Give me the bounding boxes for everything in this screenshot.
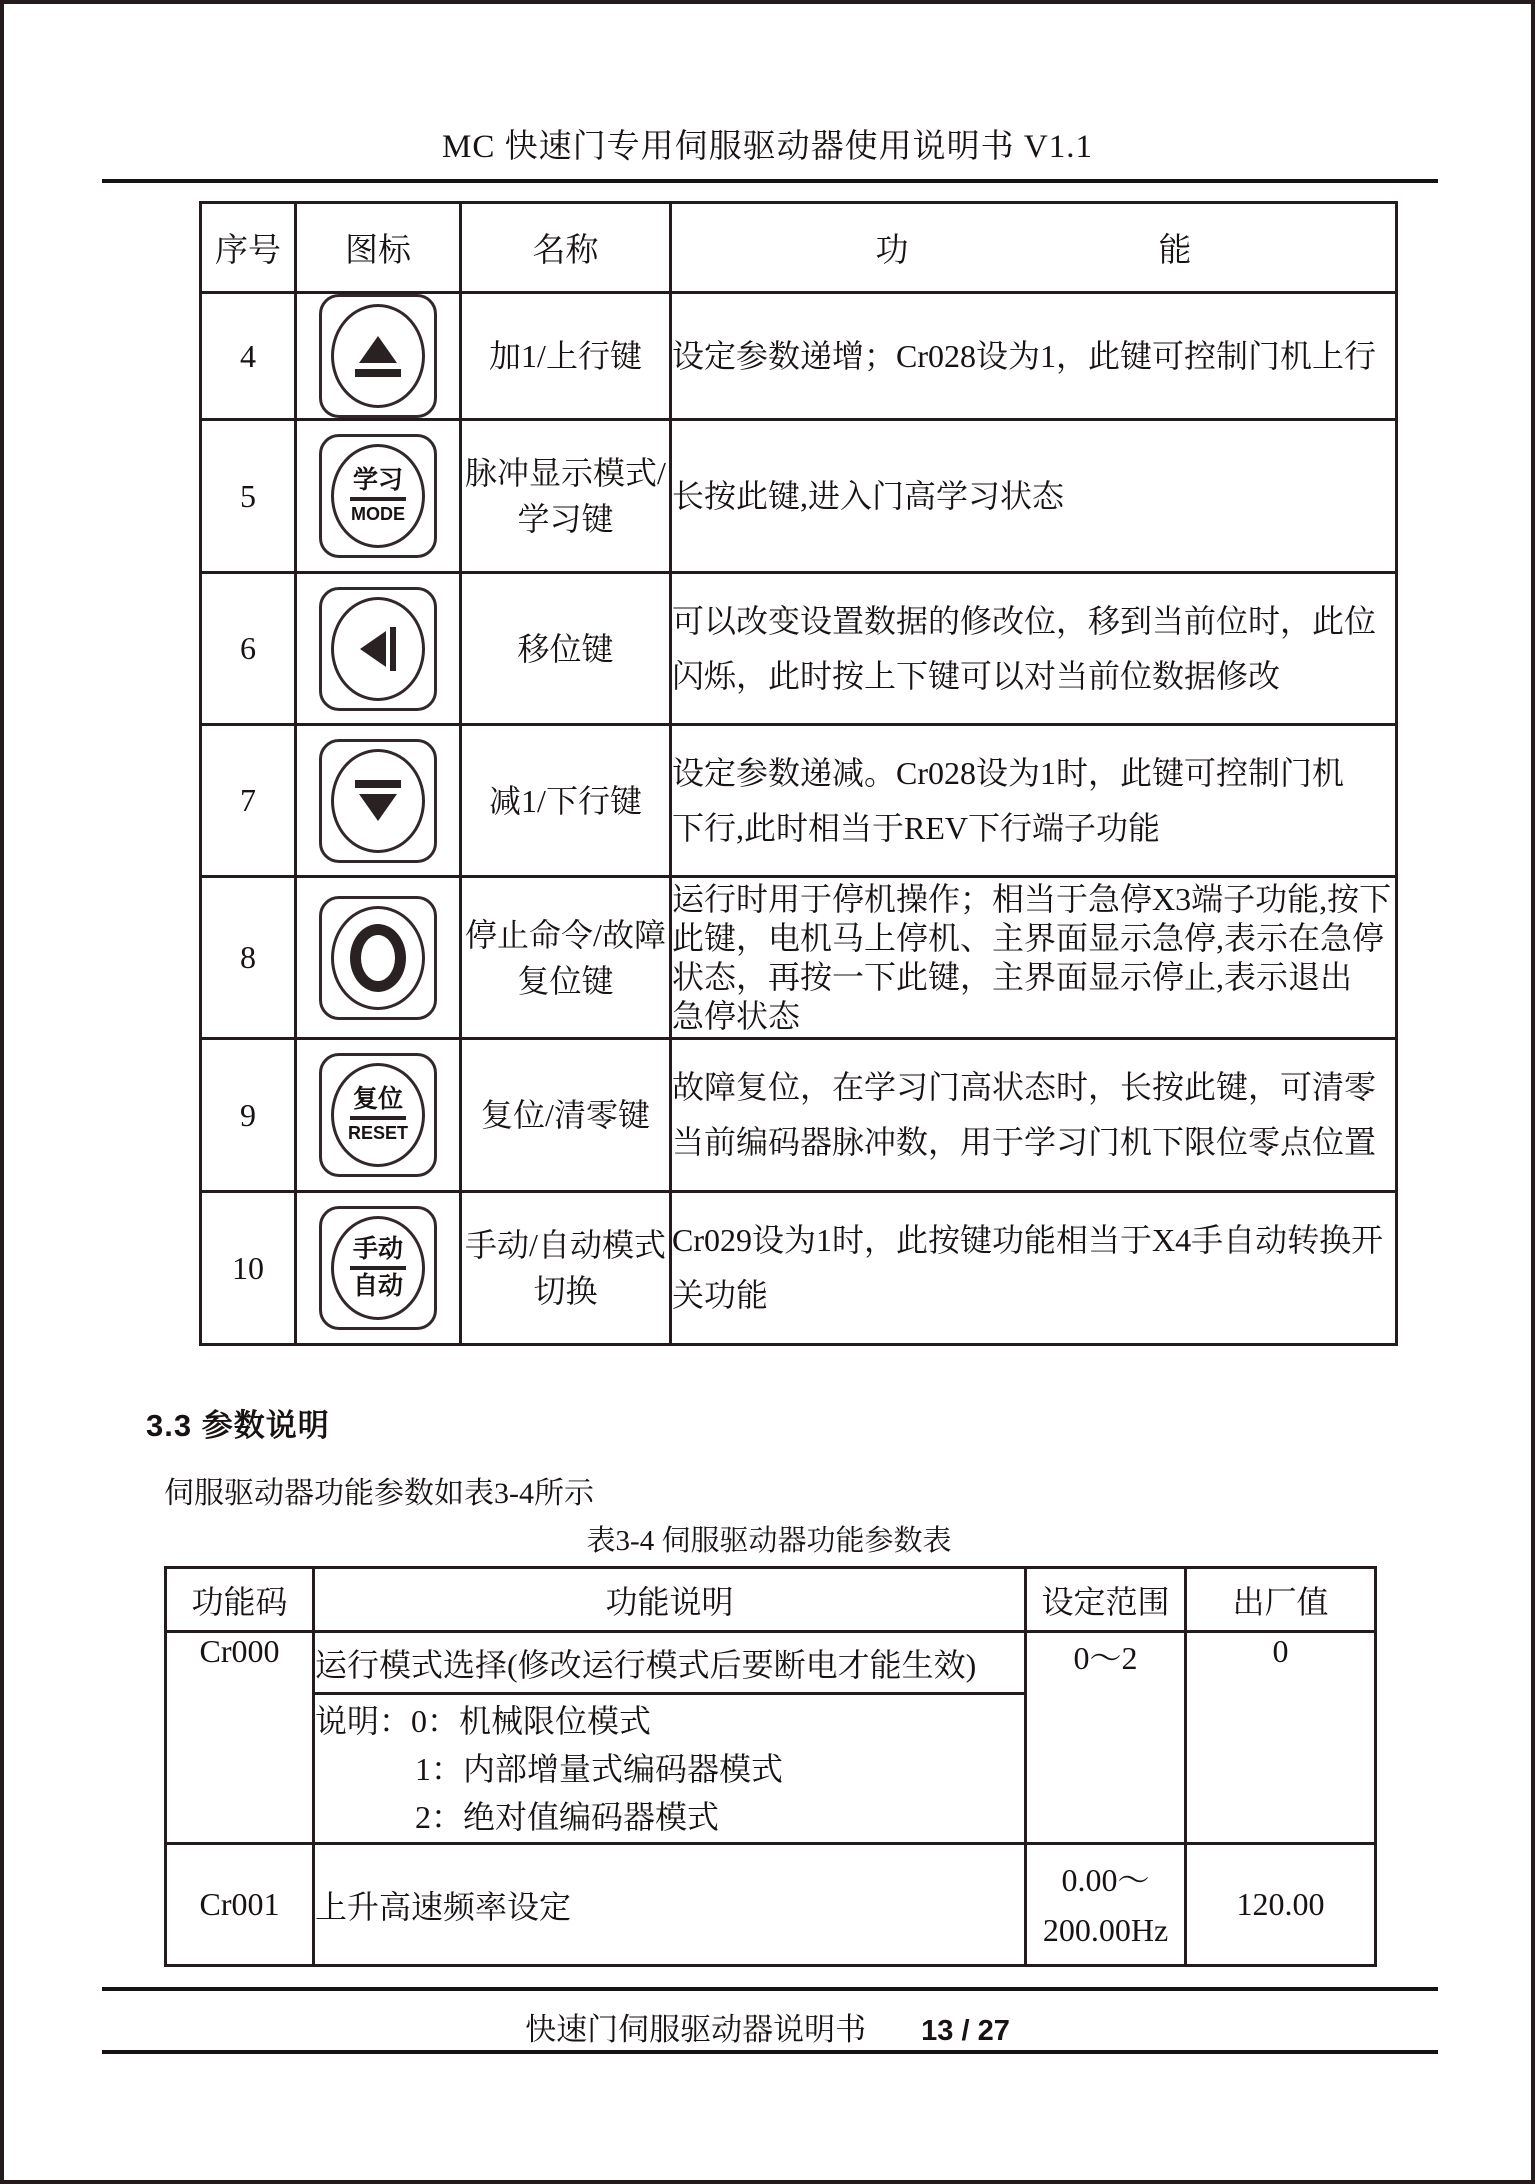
key-function-line: 故障复位，在学习门高状态时，长按此键，可清零 bbox=[672, 1069, 1377, 1105]
down-key-icon bbox=[319, 739, 437, 863]
params-table-header-row bbox=[166, 1568, 1376, 1632]
param-code: Cr001 bbox=[166, 1844, 314, 1966]
param-note-line: 2：绝对值编码器模式 bbox=[415, 1798, 720, 1835]
param-description: 运行模式选择(修改运行模式后要断电才能生效) bbox=[314, 1632, 1026, 1694]
key-face bbox=[331, 1216, 425, 1320]
param-code: Cr000 bbox=[166, 1632, 314, 1844]
key-face bbox=[331, 906, 425, 1010]
key-bottom-label: MODE bbox=[351, 504, 405, 524]
section-intro: 伺服驱动器功能参数如表3-4所示 bbox=[164, 1477, 594, 1510]
key-name: 减1/下行键 bbox=[461, 725, 671, 877]
key-icon-cell bbox=[296, 573, 461, 725]
col-header-range: 设定范围 bbox=[1026, 1568, 1186, 1632]
param-row bbox=[166, 1844, 1376, 1966]
key-face bbox=[331, 304, 425, 408]
key-icon-cell bbox=[296, 877, 461, 1039]
col-header-function: 功 能 bbox=[671, 203, 1397, 293]
key-function-line: 设定参数递增；Cr028设为1，此键可控制门机上行 bbox=[672, 337, 1377, 374]
key-seq: 9 bbox=[201, 1039, 296, 1192]
footer-page-indicator: 13 / 27 bbox=[921, 2015, 1010, 2047]
key-function bbox=[671, 877, 1397, 1039]
key-seq: 10 bbox=[201, 1192, 296, 1345]
triangle-left-glyph bbox=[360, 631, 386, 667]
key-name: 脉冲显示模式/学习键 bbox=[461, 420, 671, 573]
key-seq: 6 bbox=[201, 573, 296, 725]
key-seq: 4 bbox=[201, 293, 296, 420]
key-function-line: 状态，再按一下此键，主界面显示停止,表示退出 bbox=[672, 958, 1353, 995]
key-face bbox=[331, 749, 425, 853]
key-function bbox=[671, 420, 1397, 573]
key-function bbox=[671, 725, 1397, 877]
key-icon-cell bbox=[296, 1039, 461, 1192]
up-key-icon bbox=[319, 294, 437, 418]
key-row bbox=[201, 420, 1397, 573]
key-function-line: 下行,此时相当于REV下行端子功能 bbox=[672, 809, 1161, 846]
key-icon-cell bbox=[296, 1192, 461, 1345]
key-name: 移位键 bbox=[461, 573, 671, 725]
key-bottom-label: RESET bbox=[347, 1123, 408, 1143]
key-function bbox=[671, 1192, 1397, 1345]
key-row bbox=[201, 293, 1397, 420]
param-range-line: 0.00～ bbox=[1061, 1861, 1150, 1898]
key-function-line: 此键，电机马上停机、主界面显示急停,表示在急停 bbox=[672, 919, 1385, 956]
key-function-line: 设定参数递减。Cr028设为1时，此键可控制门机 bbox=[672, 754, 1345, 791]
key-function bbox=[671, 573, 1397, 725]
key-face bbox=[331, 597, 425, 701]
key-icon-cell bbox=[296, 293, 461, 420]
key-name: 手动/自动模式切换 bbox=[461, 1192, 671, 1345]
triangle-up-glyph bbox=[359, 336, 397, 363]
key-icon-cell bbox=[296, 420, 461, 573]
keys-table-header-row bbox=[201, 203, 1397, 293]
key-icon-cell bbox=[296, 725, 461, 877]
key-top-label: 学习 bbox=[352, 467, 403, 494]
learn-mode-key-icon bbox=[319, 434, 437, 558]
keypad-functions-table bbox=[199, 201, 1398, 1346]
section-heading: 3.3 参数说明 bbox=[146, 1408, 330, 1443]
key-function-line: 闪烁，此时按上下键可以对当前位数据修改 bbox=[672, 657, 1281, 694]
param-row-main bbox=[166, 1632, 1376, 1694]
key-function-line: 长按此键,进入门高学习状态 bbox=[672, 477, 1065, 514]
col-header-code: 功能码 bbox=[166, 1568, 314, 1632]
key-function-line: 急停状态 bbox=[672, 997, 801, 1034]
footer-rule-top bbox=[102, 1987, 1438, 1991]
key-function-line: 关功能 bbox=[672, 1277, 769, 1313]
stop-circle-glyph bbox=[350, 924, 406, 992]
key-divider bbox=[350, 497, 406, 501]
param-description-notes bbox=[314, 1694, 1026, 1844]
param-range: 0～2 bbox=[1026, 1632, 1186, 1844]
underline-glyph bbox=[355, 369, 401, 377]
key-name: 停止命令/故障复位键 bbox=[461, 877, 671, 1039]
key-function-line: Cr029设为1时，此按键功能相当于X4手自动转换开 bbox=[672, 1222, 1384, 1258]
col-header-description: 功能说明 bbox=[314, 1568, 1026, 1632]
key-row bbox=[201, 725, 1397, 877]
key-function-line: 当前编码器脉冲数，用于学习门机下限位零点位置 bbox=[672, 1124, 1377, 1160]
reset-key-icon bbox=[319, 1053, 437, 1177]
param-note-line: 说明：0：机械限位模式 bbox=[315, 1702, 652, 1739]
key-name: 复位/清零键 bbox=[461, 1039, 671, 1192]
col-header-seq: 序号 bbox=[201, 203, 296, 293]
key-seq: 5 bbox=[201, 420, 296, 573]
key-row bbox=[201, 1192, 1397, 1345]
param-range-line: 200.00Hz bbox=[1042, 1911, 1169, 1948]
footer-doc-name: 快速门伺服驱动器说明书 bbox=[525, 2012, 867, 2047]
footer-rule-bottom bbox=[102, 2050, 1438, 2054]
param-note-line: 1：内部增量式编码器模式 bbox=[415, 1750, 784, 1787]
col-header-icon: 图标 bbox=[296, 203, 461, 293]
shift-key-icon bbox=[319, 587, 437, 711]
header-rule bbox=[102, 179, 1438, 183]
manual-auto-key-icon bbox=[319, 1206, 437, 1330]
key-name: 加1/上行键 bbox=[461, 293, 671, 420]
param-default: 120.00 bbox=[1186, 1844, 1376, 1966]
key-seq: 7 bbox=[201, 725, 296, 877]
key-bottom-label: 自动 bbox=[352, 1273, 403, 1300]
shift-left-glyph bbox=[360, 627, 396, 671]
key-row bbox=[201, 1039, 1397, 1192]
params-table-caption: 表3-4 伺服驱动器功能参数表 bbox=[586, 1525, 952, 1557]
col-header-name: 名称 bbox=[461, 203, 671, 293]
key-function bbox=[671, 1039, 1397, 1192]
vertical-bar-glyph bbox=[390, 627, 396, 671]
key-divider bbox=[350, 1266, 406, 1270]
page-title: MC 快速门专用伺服驱动器使用说明书 V1.1 bbox=[442, 129, 1093, 165]
key-row bbox=[201, 573, 1397, 725]
key-face bbox=[331, 1063, 425, 1167]
param-default: 0 bbox=[1186, 1632, 1376, 1844]
key-top-label: 手动 bbox=[352, 1236, 403, 1263]
param-range bbox=[1026, 1844, 1186, 1966]
key-top-label: 复位 bbox=[352, 1086, 403, 1113]
col-header-default: 出厂值 bbox=[1186, 1568, 1376, 1632]
parameters-table bbox=[164, 1566, 1377, 1967]
key-function-line: 运行时用于停机操作；相当于急停X3端子功能,按下 bbox=[672, 880, 1392, 917]
key-seq: 8 bbox=[201, 877, 296, 1039]
page-footer bbox=[4, 2004, 1531, 2049]
key-divider bbox=[350, 1116, 406, 1120]
overline-glyph bbox=[355, 780, 401, 788]
param-description: 上升高速频率设定 bbox=[314, 1844, 1026, 1966]
key-function bbox=[671, 293, 1397, 420]
triangle-down-glyph bbox=[359, 794, 397, 821]
key-row bbox=[201, 877, 1397, 1039]
key-function-line: 可以改变设置数据的修改位，移到当前位时，此位 bbox=[672, 602, 1377, 639]
key-face bbox=[331, 444, 425, 548]
stop-key-icon bbox=[319, 896, 437, 1020]
